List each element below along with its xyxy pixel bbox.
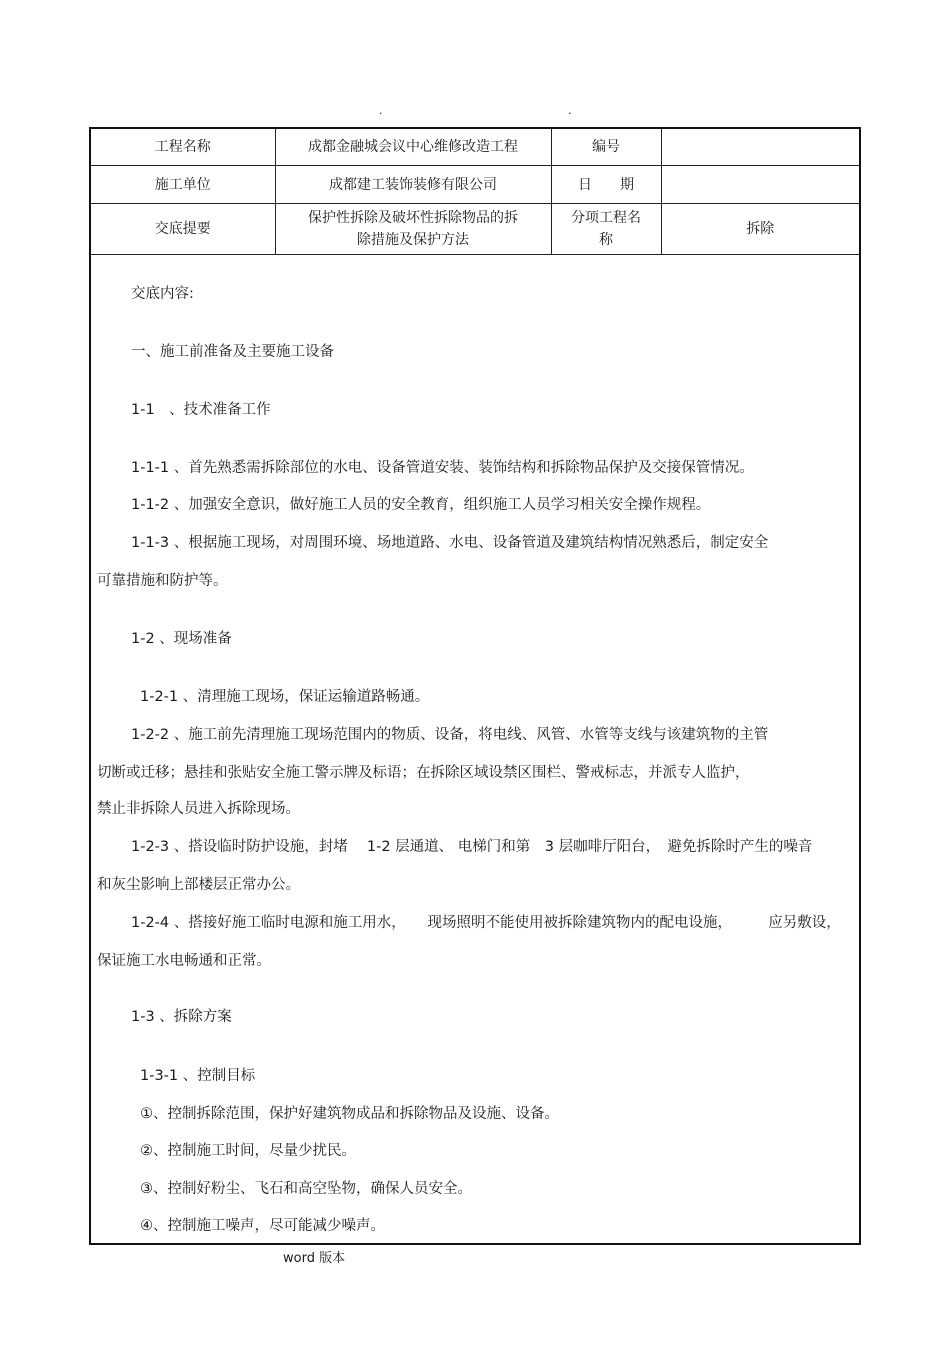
summary-line-1: 保护性拆除及破坏性拆除物品的拆 <box>308 210 518 226</box>
company-value: 成都建工装饰装修有限公司 <box>275 166 551 204</box>
goal-1: ①、控制拆除范围，保护好建筑物成品和拆除物品及设施、设备。 <box>140 1106 559 1122</box>
company-label: 施工单位 <box>91 166 275 204</box>
date-label: 日 期 <box>551 166 661 204</box>
item-1-3-1: 1-3-1 、控制目标 <box>140 1068 256 1084</box>
subitem-label <box>551 204 661 255</box>
item-1-1-1: 1-1-1 、首先熟悉需拆除部位的水电、设备管道安装、装饰结构和拆除物品保护及交接保管情况。 <box>131 460 754 476</box>
header-dot-left: . <box>379 104 383 117</box>
project-name-label: 工程名称 <box>91 129 275 166</box>
item-1-2-3-line-1: 1-2-3 、搭设临时防护设施，封堵 1-2 层通道、 电梯门和第 3 层咖啡厅阳台， 避免拆除时产生的噪音 <box>131 839 813 855</box>
item-1-2-1: 1-2-1 、清理施工现场，保证运输道路畅通。 <box>140 689 430 705</box>
content-intro: 交底内容: <box>131 286 194 302</box>
section-1-2-heading: 1-2 、现场准备 <box>131 631 232 647</box>
header-row-project <box>91 129 859 166</box>
header-row-company <box>91 166 859 204</box>
header-row-summary <box>91 204 859 255</box>
goal-3: ③、控制好粉尘、飞石和高空坠物，确保人员安全。 <box>140 1181 472 1197</box>
number-value <box>661 129 859 166</box>
header-table <box>91 129 859 255</box>
section-1-heading: 一、施工前准备及主要施工设备 <box>131 344 334 360</box>
header-dot-right: . <box>568 104 572 117</box>
goal-2: ②、控制施工时间，尽量少扰民。 <box>140 1143 356 1159</box>
subitem-value: 拆除 <box>661 204 859 255</box>
summary-value <box>275 204 551 255</box>
subitem-label-line-1: 分项工程名 <box>571 210 641 226</box>
item-1-1-3-line-1: 1-1-3 、根据施工现场，对周围环境、场地道路、水电、设备管道及建筑结构情况熟悉后，制定安全 <box>131 535 769 551</box>
date-value <box>661 166 859 204</box>
item-1-1-2: 1-1-2 、加强安全意识，做好施工人员的安全教育，组织施工人员学习相关安全操作规程。 <box>131 497 711 513</box>
project-name-value: 成都金融城会议中心维修改造工程 <box>275 129 551 166</box>
goal-4: ④、控制施工噪声，尽可能减少噪声。 <box>140 1218 385 1234</box>
item-1-2-2-line-2: 切断或迁移；悬挂和张贴安全施工警示牌及标语；在拆除区域设禁区围栏、警戒标志，并派专人监护， <box>97 765 750 781</box>
footer-version: word 版本 <box>283 1251 346 1266</box>
item-1-2-2-line-3: 禁止非拆除人员进入拆除现场。 <box>97 801 300 817</box>
item-1-2-2-line-1: 1-2-2 、施工前先清理施工现场范围内的物质、设备，将电线、风管、水管等支线与该建筑物的主管 <box>131 727 769 743</box>
item-1-2-3-line-2: 和灰尘影响上部楼层正常办公。 <box>97 877 300 893</box>
section-1-1-heading: 1-1 、技术准备工作 <box>131 402 271 418</box>
item-1-1-3-line-2: 可靠措施和防护等。 <box>97 573 228 589</box>
summary-line-2: 除措施及保护方法 <box>357 232 469 248</box>
section-1-3-heading: 1-3 、拆除方案 <box>131 1009 232 1025</box>
number-label: 编号 <box>551 129 661 166</box>
item-1-2-4-line-2: 保证施工水电畅通和正常。 <box>97 953 271 969</box>
summary-label: 交底提要 <box>91 204 275 255</box>
subitem-label-line-2: 称 <box>599 232 613 248</box>
item-1-2-4-line-1: 1-2-4 、搭接好施工临时电源和施工用水， 现场照明不能使用被拆除建筑物内的配电设施， 应另敷设， <box>131 915 841 931</box>
